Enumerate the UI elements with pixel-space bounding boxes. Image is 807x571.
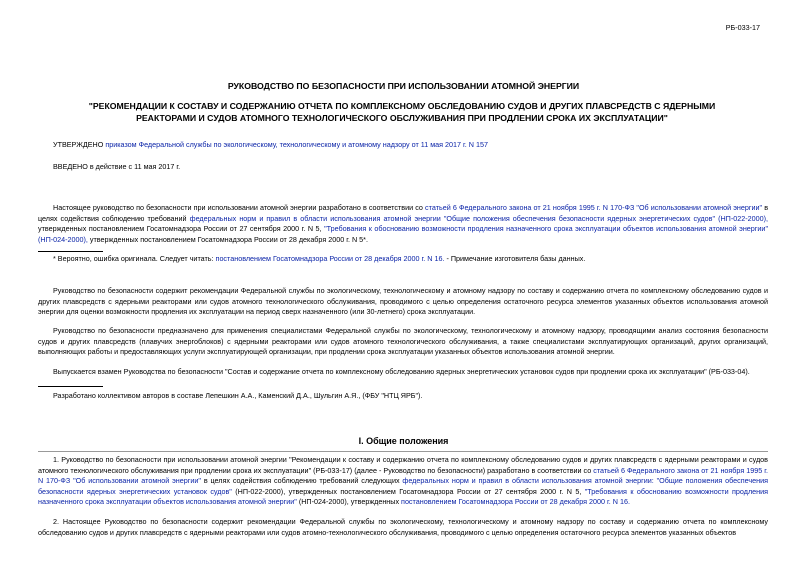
clause-1-np-022-link[interactable]: федеральных норм и правил в области использования атомной энергии: "Общие положения обеспечения безопасности ядерных энергетических установок судов" (38, 476, 769, 496)
clause-1-np-024-link[interactable]: "Требования к обоснованию возможности продления назначенного срока эксплуатации объектов использования атомной энергии" (38, 486, 769, 506)
np-024-link[interactable]: "Требования к обоснованию возможности продления назначенного срока эксплуатации объектов использования атомной энергии" (НП-024-2000), (38, 224, 768, 244)
intro-paragraph: Настоящее руководство по безопасности при использовании атомной энергии разработано в соответствии со статьей 6 Федерального закона от 21 ноября 1995 г. N 170-ФЗ "Об использовании атомной энергии" в целях содействия соблюдению требований федеральных норм и правил в области использования атомной энергии "Общие положения обеспечения безопасности ядерных энергетических судов" (НП-022-2000), утвержденных постановлением Госатомнадзора России от 27 сентября 2000 г. N 5, "Требования к обоснованию возможности продления назначенного срока эксплуатации объектов использования атомной энергии" (НП-024-2000), утвержденных постановлением Госатомнадзора России от 28 декабря 2000 г. N 5*. (38, 203, 769, 244)
section-divider (38, 451, 768, 452)
gosatomnadzor-resolution-link[interactable]: постановлением Госатомнадзора России от 28 декабря 2000 г. N 16. (215, 254, 445, 263)
replaces-paragraph: Выпускается взамен Руководства по безопасности "Состав и содержание отчета по комплексному обследованию ядерных энергетических установок судов при продлении срока их эксплуатации" (РБ-033-04). (53, 367, 750, 376)
clause-1: 1. Руководство по безопасности при использовании атомной энергии "Рекомендации к составу и содержанию отчета по комплексному обследованию судов и других плавсредств с ядерными реакторами и судов атомного технологического обслуживания при продлении срока их эксплуатации" (РБ-033-17) (далее - Руководство по безопасности) разработано в соответствии со статьей 6 Федерального закона от 21 ноября 1995 г. N 170-ФЗ "Об использовании атомной энергии" в целях содействия соблюдению требований следующих федеральных норм и правил в области использования атомной энергии: "Общие положения обеспечения безопасности ядерных энергетических установок судов" (НП-022-2000), утвержденных постановлением Госатомнадзора России от 27 сентября 2000 г. N 5, "Требования к обоснованию возможности продления назначенного срока эксплуатации объектов использования атомной энергии" (НП-024-2000), утвержденных постановлением Госатомнадзора России от 28 декабря 2000 г. N 16. (38, 455, 769, 506)
federal-law-link[interactable]: статьей 6 Федерального закона от 21 ноября 1995 г. N 170-ФЗ "Об использовании атомной энергии" (425, 203, 763, 212)
footnote-erratum: * Вероятно, ошибка оригинала. Следует читать: постановлением Госатомнадзора России от 28 декабря 2000 г. N 16. - Примечание изготовителя базы данных. (53, 254, 586, 263)
introduced-line: ВВЕДЕНО в действие с 11 мая 2017 г. (53, 162, 181, 171)
clause-1-resolution-link[interactable]: постановлением Госатомнадзора России от 28 декабря 2000 г. N 16. (401, 497, 630, 506)
purpose-paragraph: Руководство по безопасности предназначено для применения специалистами Федеральной службы по экологическому, технологическому и атомному надзору, проводящими анализ состояния безопасности судов и других плавсредств (плавучих энергоблоков) с ядерными реакторами или судов атомного технологического обслуживания, а также специалистами эксплуатирующих организаций, других организаций, выполняющих работы и предоставляющих услуги эксплуатирующей организации, при продлении срока эксплуатации указанных объектов использования атомной энергии. (38, 326, 768, 356)
footnote-divider-2 (38, 386, 103, 387)
document-title: РУКОВОДСТВО ПО БЕЗОПАСНОСТИ ПРИ ИСПОЛЬЗОВАНИИ АТОМНОЙ ЭНЕРГИИ (227, 81, 580, 91)
approval-order-link[interactable]: приказом Федеральной службы по экологическому, технологическому и атомному надзору от 11 мая 2017 г. N 157 (105, 140, 488, 149)
approved-label: УТВЕРЖДЕНО (53, 140, 104, 149)
document-code: РБ-033-17 (725, 23, 760, 32)
clause-2: 2. Настоящее Руководство по безопасности содержит рекомендации Федеральной службы по экологическому, технологическому и атомному надзору по составу и содержанию отчета по комплексному обследованию судов и других плавсредств с ядерными реакторами или судов атомно-технологического обслуживания, проводимого с целью определения остаточного ресурса элементов указанных объектов (38, 517, 768, 537)
footnote-divider (38, 251, 103, 252)
contents-paragraph: Руководство по безопасности содержит рекомендации Федеральной службы по экологическому, технологическому и атомному надзору по составу и содержанию отчета по комплексному обследованию судов и других плавсредств с ядерными реакторами или судов атомного технологического обслуживания, проводимого с целью определения остаточного ресурса элементов указанных объектов использования атомной энергии для оценки возможности продления их эксплуатации на период сверх назначенного (или 30-летнего) срока эксплуатации. (38, 286, 768, 316)
clause-1-law-link[interactable]: статьей 6 Федерального закона от 21 ноября 1995 г. N 170-ФЗ "Об использовании атомной энергии" (38, 465, 768, 485)
np-022-link[interactable]: федеральных норм и правил в области использования атомной энергии "Общие положения обеспечения безопасности ядерных энергетических судов" (НП-022-2000), (189, 213, 769, 223)
section-heading: I. Общие положения (358, 436, 449, 446)
document-subtitle: "РЕКОМЕНДАЦИИ К СОСТАВУ И СОДЕРЖАНИЮ ОТЧЕТА ПО КОМПЛЕКСНОМУ ОБСЛЕДОВАНИЮ СУДОВ И ДРУГИХ ПЛАВСРЕДСТВ С ЯДЕРНЫМИ РЕАКТОРАМИ И СУДОВ АТОМНОГО ТЕХНОЛОГИЧЕСКОГО ОБСЛУЖИВАНИЯ ПРИ ПРОДЛЕНИИ СРОКА ИХ ЭКСПЛУАТАЦИИ" (88, 101, 716, 123)
authors-footnote: Разработано коллективом авторов в составе Лепешкин А.А., Каменский Д.А., Шульгин А.Я., (ФБУ "НТЦ ЯРБ"). (53, 391, 423, 400)
approval-line (53, 140, 783, 151)
